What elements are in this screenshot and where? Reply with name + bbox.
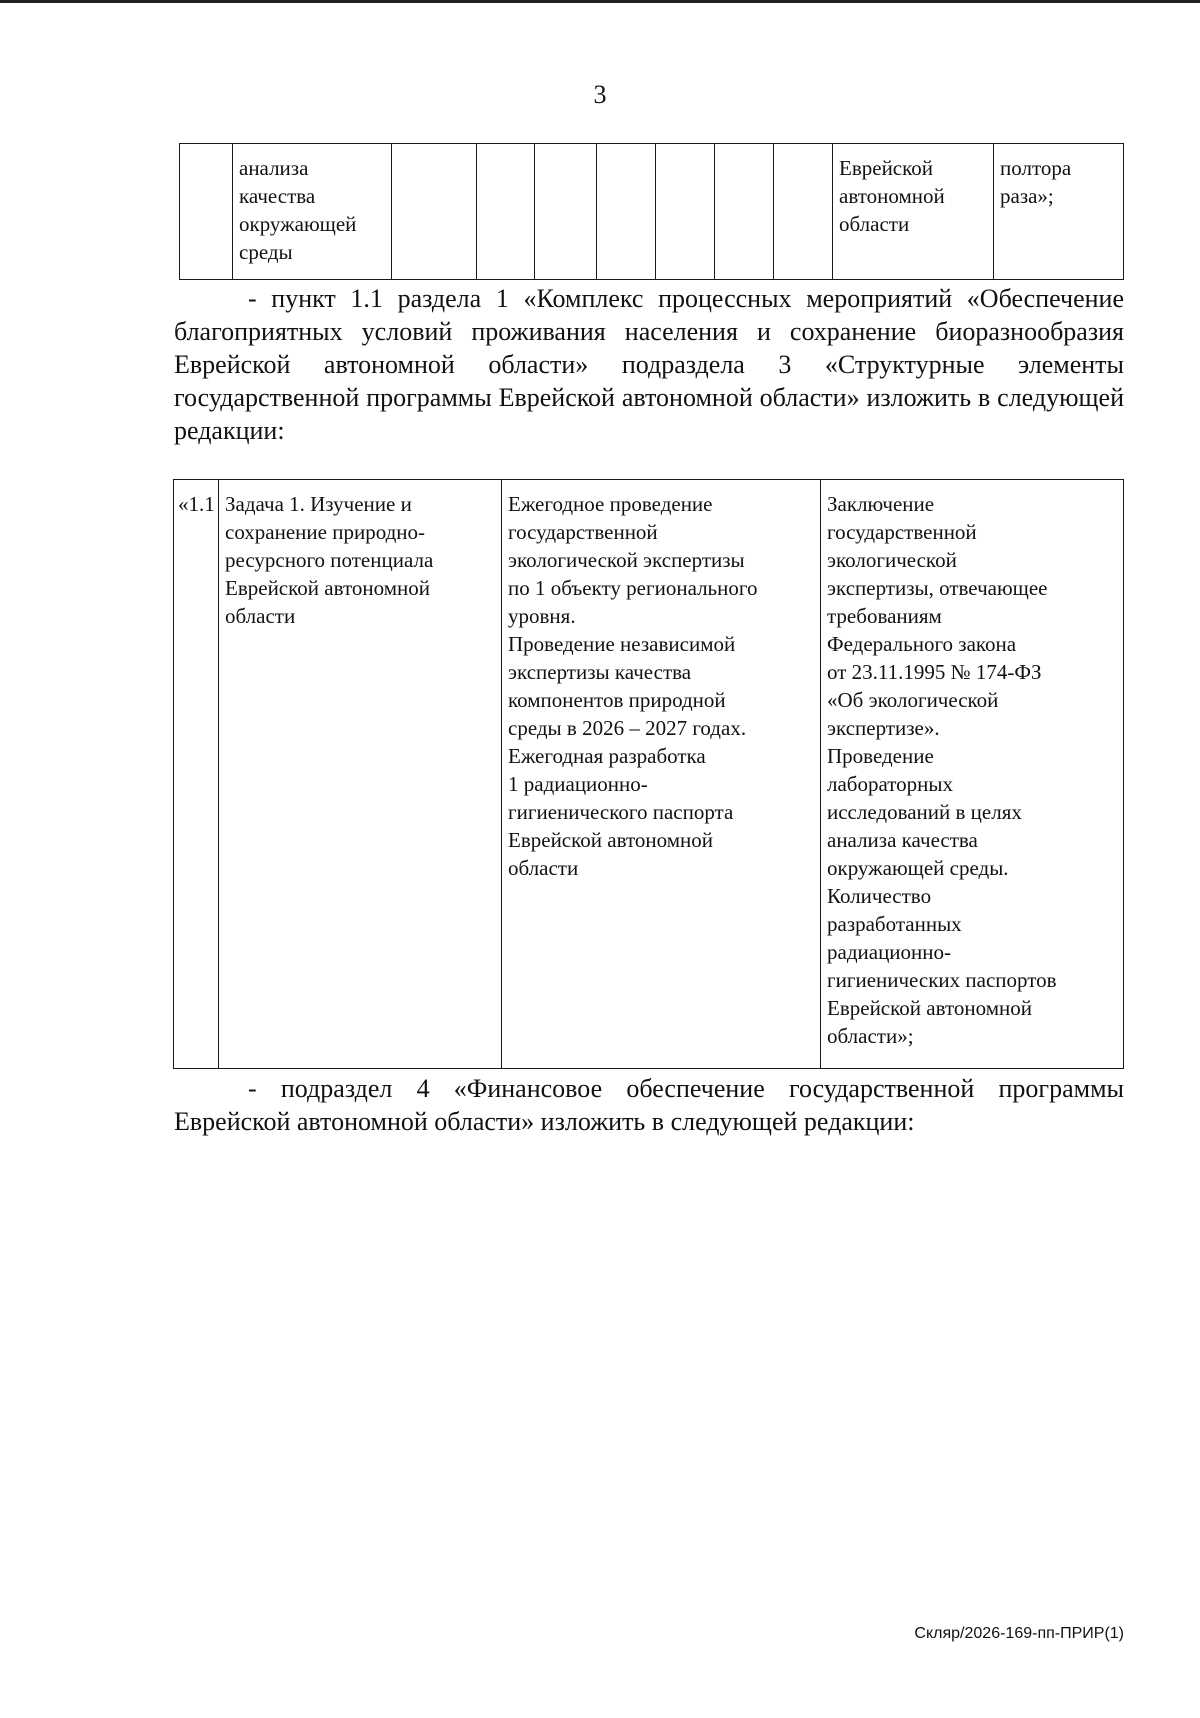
table-cell-responsible bbox=[833, 144, 994, 280]
table-structural-elements bbox=[173, 479, 1124, 1069]
cell-line: гигиенических паспортов bbox=[827, 968, 1057, 992]
cell-line: 1 радиационно- bbox=[508, 772, 648, 796]
cell-line: экспертизы, отвечающее bbox=[827, 576, 1048, 600]
paragraph-amendment-1: - пункт 1.1 раздела 1 «Комплекс процессных мероприятий «Обеспечение благоприятных условий проживания населения и сохранение биоразнообразия Еврейской автономной области» подраздела 3 «Структурные элементы государственной программы Еврейской автономной области» изложить в следующей редакции: bbox=[174, 284, 1124, 445]
cell-line: сохранение природно- bbox=[225, 520, 426, 544]
cell-line: компонентов природной bbox=[508, 688, 726, 712]
paragraph-amendment-2: - подраздел 4 «Финансовое обеспечение государственной программы Еврейской автономной области» изложить в следующей редакции: bbox=[174, 1074, 1124, 1136]
cell-line: Федерального закона bbox=[827, 632, 1017, 656]
cell-line: государственной bbox=[508, 520, 658, 544]
table-cell-empty bbox=[774, 144, 833, 280]
scan-top-border bbox=[0, 0, 1200, 3]
cell-line: радиационно- bbox=[827, 940, 952, 964]
table-cell-task bbox=[219, 480, 502, 1069]
cell-line: среды bbox=[239, 240, 293, 264]
table-cell-empty bbox=[180, 144, 233, 280]
table-continuation bbox=[179, 143, 1124, 280]
cell-line: Ежегодное проведение bbox=[508, 492, 713, 516]
cell-line: гигиенического паспорта bbox=[508, 800, 734, 824]
cell-line: Проведение независимой bbox=[508, 632, 736, 656]
page-number: 3 bbox=[593, 80, 607, 109]
cell-line: Ежегодная разработка bbox=[508, 744, 706, 768]
cell-line: полтора bbox=[1000, 156, 1072, 180]
cell-line: Проведение bbox=[827, 744, 934, 768]
table-cell-empty bbox=[535, 144, 597, 280]
cell-line: ресурсного потенциала bbox=[225, 548, 434, 572]
cell-line: раза»; bbox=[1000, 184, 1054, 208]
cell-line: разработанных bbox=[827, 912, 962, 936]
cell-line: области»; bbox=[827, 1024, 914, 1048]
cell-line: Еврейской автономной bbox=[225, 576, 430, 600]
table-row bbox=[174, 480, 1124, 1069]
cell-line: области bbox=[225, 604, 296, 628]
cell-line: от 23.11.1995 № 174-ФЗ bbox=[827, 660, 1042, 684]
cell-line: Количество bbox=[827, 884, 932, 908]
cell-line: качества bbox=[239, 184, 316, 208]
cell-line: Еврейской автономной bbox=[508, 828, 713, 852]
table-cell-value bbox=[994, 144, 1124, 280]
table-cell-empty bbox=[715, 144, 774, 280]
table-cell-empty bbox=[597, 144, 656, 280]
cell-line: уровня. bbox=[508, 604, 576, 628]
cell-line: окружающей среды. bbox=[827, 856, 1009, 880]
cell-line: анализа bbox=[239, 156, 309, 180]
table-cell-results bbox=[821, 480, 1124, 1069]
table-cell-measures bbox=[502, 480, 821, 1069]
cell-line: автономной bbox=[839, 184, 945, 208]
cell-line: области bbox=[508, 856, 579, 880]
cell-line: «Об экологической bbox=[827, 688, 999, 712]
cell-line: анализа качества bbox=[827, 828, 978, 852]
cell-line: Задача 1. Изучение и bbox=[225, 492, 412, 516]
table-cell-indicator bbox=[233, 144, 392, 280]
cell-line: области bbox=[839, 212, 910, 236]
document-footer-code: Скляр/2026-169-пп-ПРИР(1) bbox=[914, 1625, 1124, 1642]
cell-line: по 1 объекту регионального bbox=[508, 576, 758, 600]
cell-line: требованиям bbox=[827, 604, 942, 628]
cell-line: исследований в целях bbox=[827, 800, 1022, 824]
cell-line: Еврейской автономной bbox=[827, 996, 1032, 1020]
cell-line: лабораторных bbox=[827, 772, 954, 796]
table-cell-empty bbox=[392, 144, 477, 280]
cell-line: среды в 2026 – 2027 годах. bbox=[508, 716, 747, 740]
table-cell-number: «1.1 bbox=[174, 480, 219, 1069]
cell-line: экспертизы качества bbox=[508, 660, 692, 684]
cell-line: государственной bbox=[827, 520, 977, 544]
cell-line: экологической bbox=[827, 548, 957, 572]
cell-line: Еврейской bbox=[839, 156, 933, 180]
table-cell-empty bbox=[656, 144, 715, 280]
cell-line: окружающей bbox=[239, 212, 357, 236]
table-row bbox=[180, 144, 1124, 280]
cell-line: Заключение bbox=[827, 492, 935, 516]
table-cell-empty bbox=[477, 144, 535, 280]
cell-line: экспертизе». bbox=[827, 716, 940, 740]
cell-line: экологической экспертизы bbox=[508, 548, 745, 572]
